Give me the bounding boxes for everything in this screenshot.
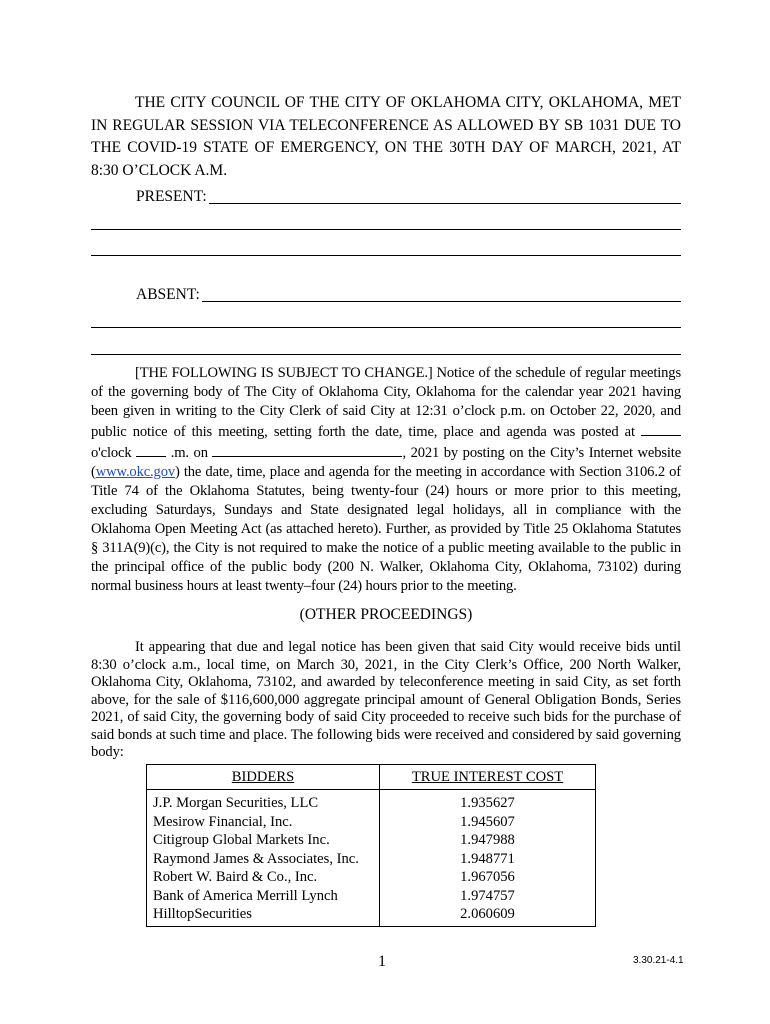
notice-text-4: , 2021 by posting on the City’s Internet website ( <box>91 445 682 480</box>
true-interest-cost: 1.947988 <box>380 831 596 850</box>
bidder-name: Raymond James & Associates, Inc. <box>147 850 380 869</box>
notice-text-5: ) the date, time, place and agenda for the meeting in accordance with Section 3106.2 of Title 74 of the Oklahoma Statutes, being twenty-four (24) hours or more prior to this meeting, excluding Saturdays, Sundays and State designated legal holidays, all in compliance with the Oklahoma Open Meeting Act (as attached hereto). Further, as provided by Title 25 Oklahoma Statutes § 311A(9)(c), the City is not required to make the notice of a public meeting available to the public in the principal office of the public body (200 N. Walker, Oklahoma City, Oklahoma, 73102) during normal business hours at least twenty–four (24) hours prior to the meeting. <box>91 464 681 594</box>
true-interest-cost: 1.974757 <box>380 887 596 906</box>
time-blank <box>641 421 681 436</box>
title-paragraph: THE CITY COUNCIL OF THE CITY OF OKLAHOMA CITY, OKLAHOMA, MET IN REGULAR SESSION VIA TELECONFERENCE AS ALLOWED BY SB 1031 DUE TO THE COVID-19 STATE OF EMERGENCY, ON THE 30TH DAY OF MARCH, 2021, AT 8:30 O’CLOCK A.M. <box>91 94 681 179</box>
table-row <box>147 905 596 926</box>
table-row <box>147 813 596 832</box>
true-interest-cost: 1.945607 <box>380 813 596 832</box>
bids-paragraph: It appearing that due and legal notice has been given that said City would receive bids until 8:30 o’clock a.m., local time, on March 30, 2021, in the City Clerk’s Office, 200 North Walker, Oklahoma City, Oklahoma, 73102, and awarded by teleconference meeting in said City, as set forth above, for the sale of $116,600,000 aggregate principal amount of General Obligation Bonds, Series 2021, of said City, the governing body of said City proceeded to receive such bids for the purchase of said bonds at such time and place. The following bids were received and considered by said governing body: <box>91 639 681 760</box>
absent-line-3 <box>91 354 681 355</box>
notice-text-1: [THE FOLLOWING IS SUBJECT TO CHANGE.] Notice of the schedule of regular meetings of the governing body of The City of Oklahoma City, Oklahoma for the calendar year 2021 having been given in writing to the City Clerk of said City at 12:31 o’clock p.m. on October 22, 2020, and public notice of this meeting, setting forth the date, time, place and agenda was posted at <box>91 365 681 440</box>
website-link[interactable]: www.okc.gov <box>95 464 175 480</box>
bidder-name: Mesirow Financial, Inc. <box>147 813 380 832</box>
table-row <box>147 790 596 813</box>
tic-header-text: TRUE INTEREST COST <box>411 768 564 785</box>
present-line-3 <box>91 255 681 256</box>
bidder-name: Bank of America Merrill Lynch <box>147 887 380 906</box>
table-row <box>147 887 596 906</box>
present-line <box>136 203 681 204</box>
bidder-name: J.P. Morgan Securities, LLC <box>147 790 380 813</box>
bids-table-header <box>147 765 596 790</box>
bidders-header <box>147 765 380 790</box>
other-proceedings-heading: (OTHER PROCEEDINGS) <box>299 606 473 623</box>
bidder-name: Citigroup Global Markets Inc. <box>147 831 380 850</box>
absent-line <box>136 301 681 302</box>
table-row <box>147 868 596 887</box>
present-line-2 <box>91 229 681 230</box>
true-interest-cost: 1.935627 <box>380 790 596 813</box>
absent-label: ABSENT: <box>136 286 200 303</box>
true-interest-cost: 1.967056 <box>380 868 596 887</box>
notice-paragraph <box>91 364 681 596</box>
true-interest-cost: 1.948771 <box>380 850 596 869</box>
notice-text-2: o'clock <box>91 445 132 461</box>
table-row <box>147 850 596 869</box>
absent-line-2 <box>91 327 681 328</box>
page-number: 1 <box>378 953 386 970</box>
ampm-blank <box>136 442 166 457</box>
bidders-header-text: BIDDERS <box>231 768 295 785</box>
bids-table <box>146 764 596 927</box>
bidder-name: Robert W. Baird & Co., Inc. <box>147 868 380 887</box>
date-blank <box>212 442 402 457</box>
table-row <box>147 831 596 850</box>
document-code: 3.30.21-4.1 <box>633 955 684 966</box>
bidder-name: HilltopSecurities <box>147 905 380 926</box>
true-interest-cost: 2.060609 <box>380 905 596 926</box>
tic-header <box>380 765 596 790</box>
notice-text-3: .m. on <box>170 445 208 461</box>
present-label: PRESENT: <box>136 188 207 205</box>
